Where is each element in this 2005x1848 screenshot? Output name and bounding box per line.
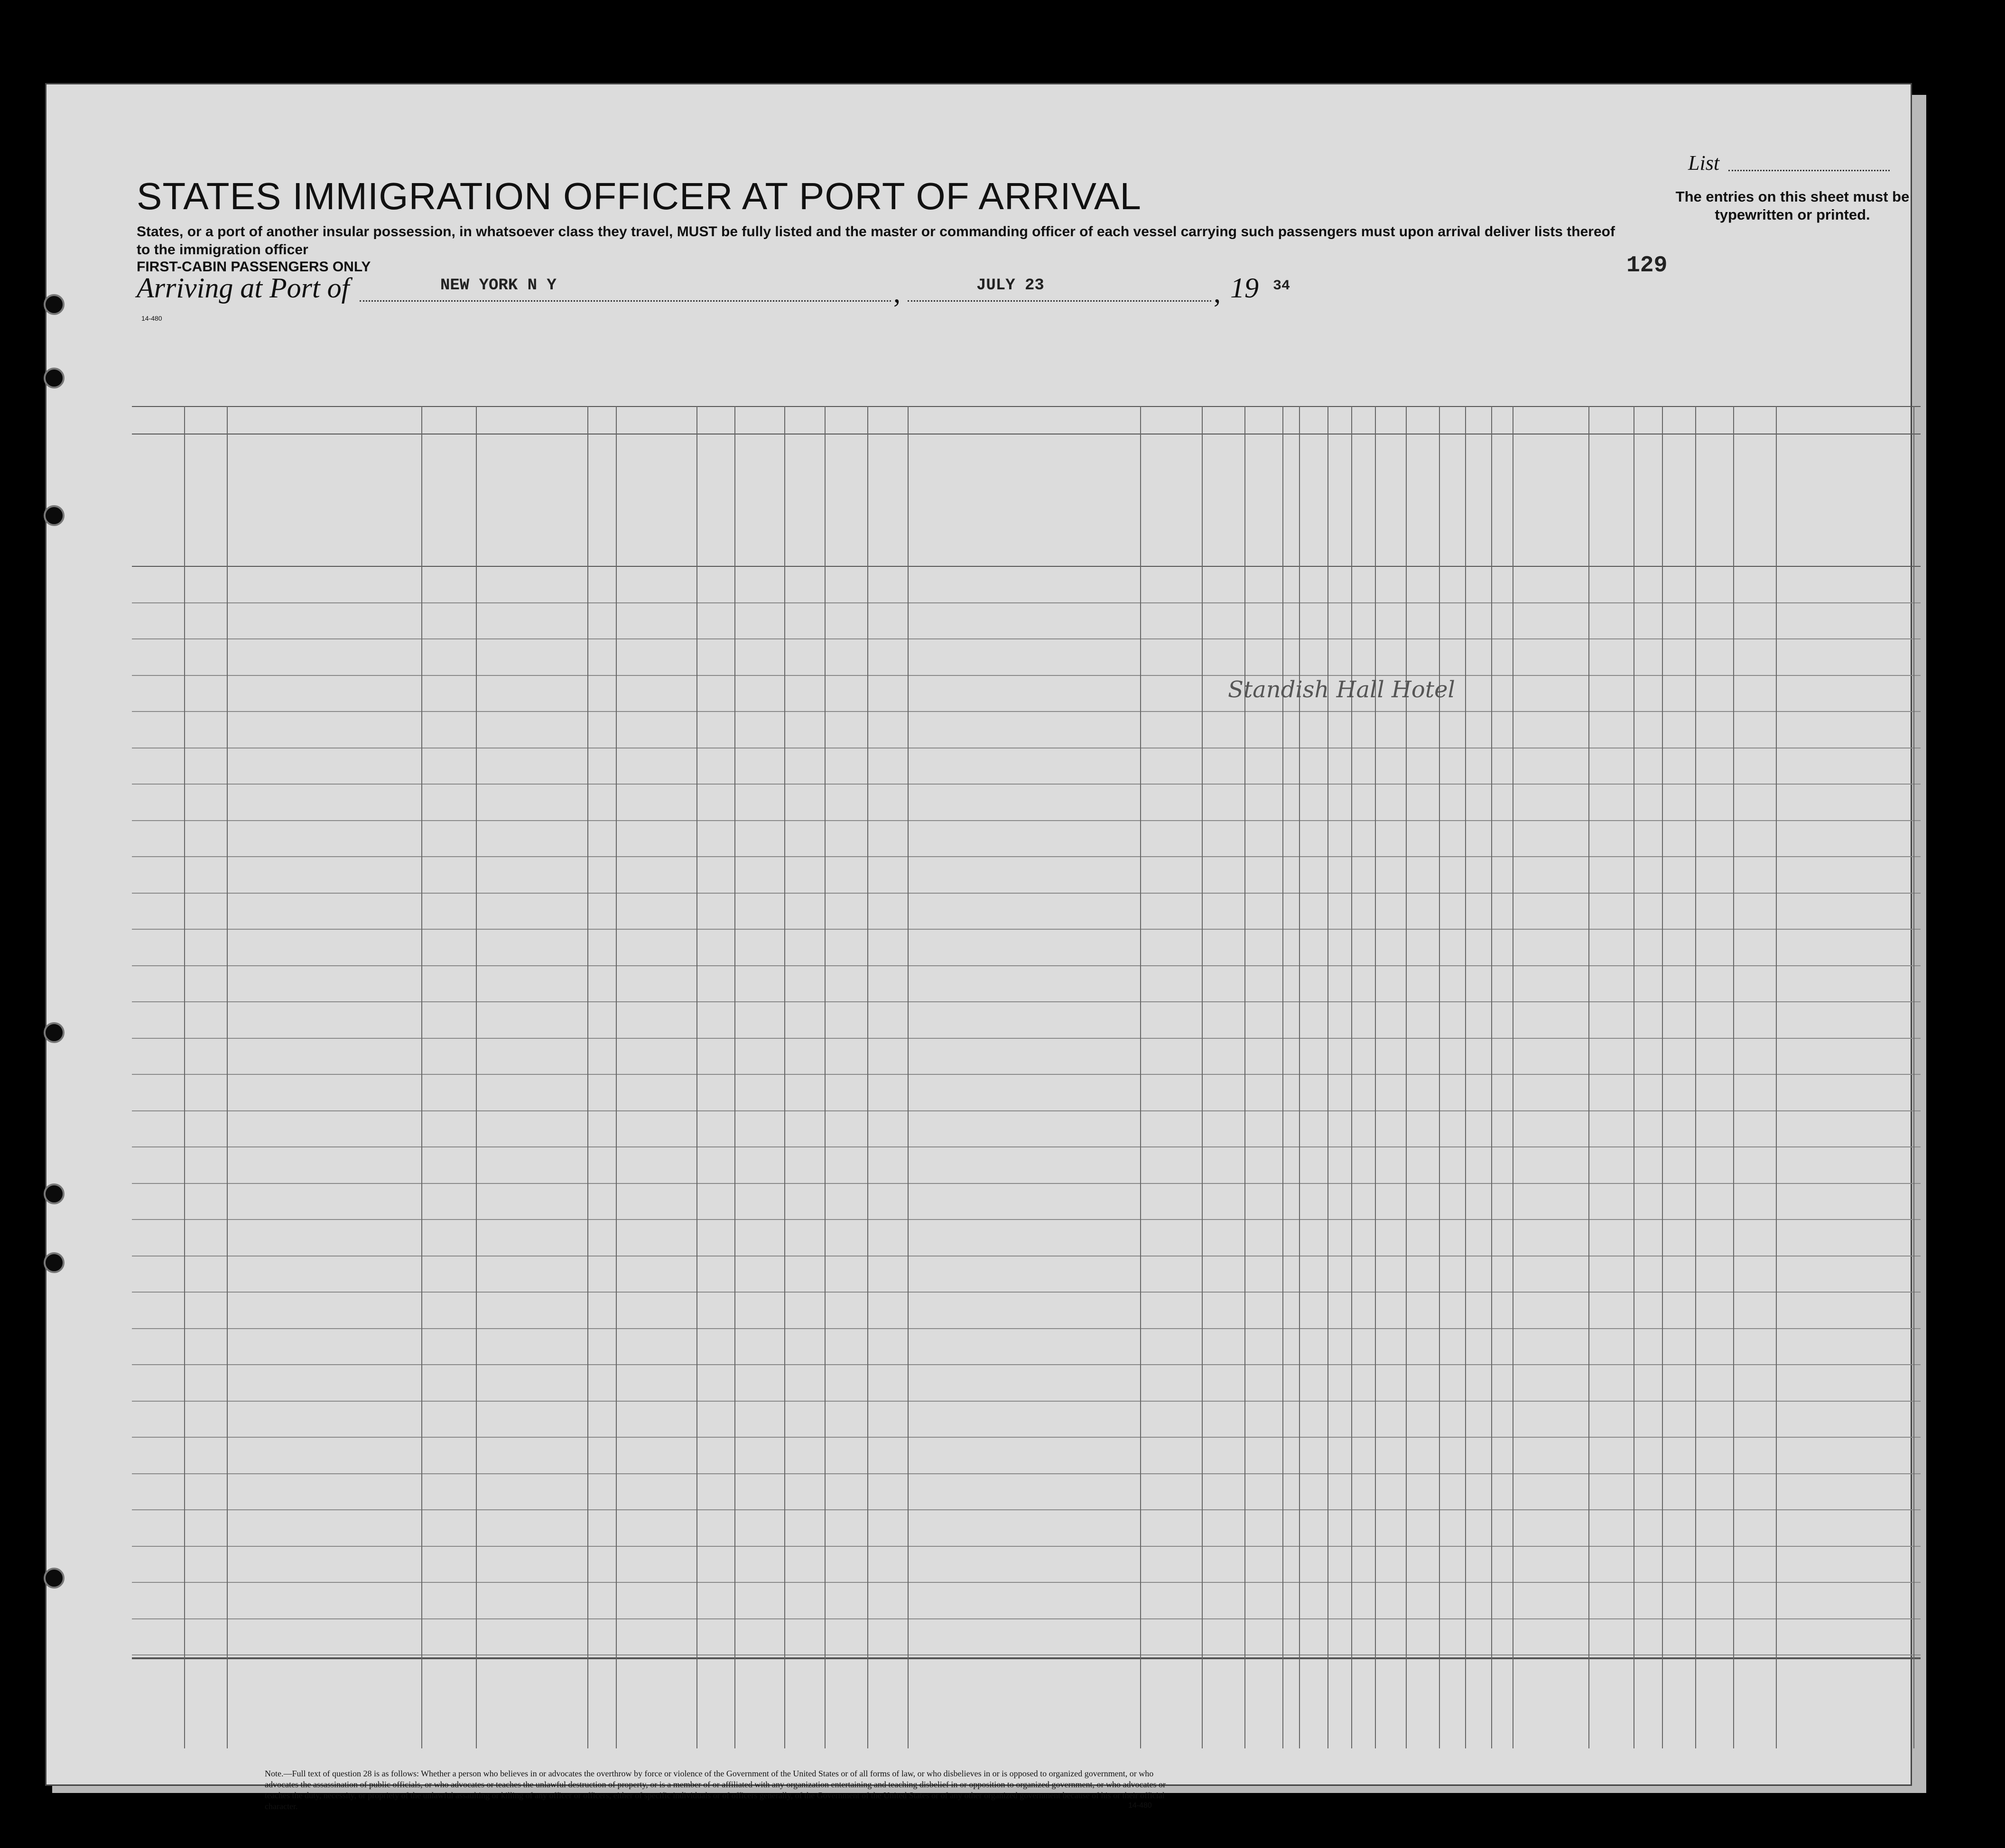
grid-line: [132, 566, 1921, 567]
column-line: [1491, 406, 1492, 1748]
column-line: [696, 406, 697, 1748]
instructions-text: States, or a port of another insular possession, in whatsoever class they travel, MUST be fully listed and the master or commanding officer of each vessel carrying such passengers must upon arrival deliver lists thereof to the immigration officer: [137, 224, 1615, 258]
column-line: [1202, 406, 1203, 1748]
row-line: [132, 929, 1921, 930]
row-line: [132, 1292, 1921, 1293]
column-line: [1733, 406, 1734, 1748]
form-number-bottom: 14-480: [1128, 1802, 1152, 1810]
grid-line: [132, 406, 1921, 407]
column-line: [1662, 406, 1663, 1748]
binder-hole: [44, 505, 65, 526]
page-title: STATES IMMIGRATION OFFICER AT PORT OF ARRIVAL: [137, 175, 1142, 217]
binder-hole: [44, 1183, 65, 1204]
sheet-number: 129: [1626, 253, 1668, 278]
manifest-sheet: [45, 83, 1912, 1811]
row-line: [132, 1364, 1921, 1365]
row-line: [132, 893, 1921, 894]
column-line: [1588, 406, 1589, 1748]
row-line: [132, 1219, 1921, 1220]
binder-hole: [44, 1568, 65, 1589]
column-line: [476, 406, 477, 1748]
binder-hole: [44, 1022, 65, 1043]
binder-hole: [44, 1252, 65, 1273]
row-line: [132, 1001, 1921, 1002]
row-line: [132, 1618, 1921, 1619]
row-line: [132, 1183, 1921, 1184]
handwritten-annotation: Standish Hall Hotel: [1228, 676, 1455, 703]
port-line: [360, 300, 891, 302]
grid-line: [132, 1657, 1921, 1659]
row-line: [132, 1509, 1921, 1510]
row-line: [132, 1401, 1921, 1402]
row-line: [132, 784, 1921, 785]
column-line: [1406, 406, 1407, 1748]
column-line: [184, 406, 185, 1748]
row-line: [132, 1437, 1921, 1438]
column-line: [1913, 406, 1914, 1748]
binder-hole: [44, 294, 65, 315]
date-line: [908, 300, 1211, 302]
column-line: [1299, 406, 1300, 1748]
form-number-top: 14-480: [141, 314, 162, 322]
row-line: [132, 675, 1921, 676]
row-line: [132, 1328, 1921, 1329]
column-line: [1695, 406, 1696, 1748]
column-line: [1282, 406, 1283, 1748]
port-value: NEW YORK N Y: [440, 277, 557, 295]
row-line: [132, 638, 1921, 639]
row-line: [132, 602, 1921, 603]
column-line: [1327, 406, 1328, 1748]
footnote: Note.—Full text of question 28 is as follows: Whether a person who believes in or advocates the overthrow by force or violence of the Government of the United States or of all forms of law, or who disbelieves in or is opposed to organized government, or who advocates the assassination of public officials, or who advocates or teaches the unlawful destruction of property, or is a member of or affiliated with any organization entertaining and teaching disbelief in or opposition to organized government, or who advocates or teaches the duty, necessity, or propriety of the unlawful assaulting or killing of any officer or officers, either of specific individuals or of officers generally, of the Government of the United States or of any other organized government because of his or their official character.: [265, 1769, 1166, 1811]
binder-hole: [44, 368, 65, 388]
row-line: [132, 820, 1921, 821]
comma: ,: [893, 277, 900, 308]
row-line: [132, 856, 1921, 857]
row-line: [132, 965, 1921, 966]
column-line: [1244, 406, 1245, 1748]
row-line: [132, 1256, 1921, 1257]
column-line: [587, 406, 588, 1748]
column-line: [908, 406, 909, 1748]
column-line: [1351, 406, 1352, 1748]
arriving-label: Arriving at Port of: [137, 272, 350, 304]
column-line: [1776, 406, 1777, 1748]
date-value: JULY 23: [976, 277, 1044, 295]
comma: ,: [1214, 277, 1221, 308]
column-line: [227, 406, 228, 1748]
row-line: [132, 711, 1921, 712]
column-line: [1375, 406, 1376, 1748]
row-line: [132, 1582, 1921, 1583]
column-line: [421, 406, 422, 1748]
entries-note: The entries on this sheet must be typewritten or printed.: [1675, 188, 1910, 223]
column-line: [784, 406, 785, 1748]
column-line: [1465, 406, 1466, 1748]
row-line: [132, 1473, 1921, 1474]
column-line: [1140, 406, 1141, 1748]
row-line: [132, 1074, 1921, 1075]
list-label: List: [1688, 151, 1720, 175]
row-line: [132, 1038, 1921, 1039]
list-line: [1728, 170, 1890, 171]
year-suffix: 34: [1273, 278, 1290, 294]
column-line: [616, 406, 617, 1748]
column-line: [734, 406, 735, 1748]
year-prefix: 19: [1230, 272, 1259, 304]
row-line: [132, 1110, 1921, 1111]
row-line: [132, 1546, 1921, 1547]
column-line: [867, 406, 868, 1748]
column-line: [825, 406, 826, 1748]
row-line: [132, 1654, 1921, 1655]
column-line: [1439, 406, 1440, 1748]
passenger-class: FIRST-CABIN PASSENGERS ONLY: [137, 259, 371, 275]
row-line: [132, 1146, 1921, 1147]
